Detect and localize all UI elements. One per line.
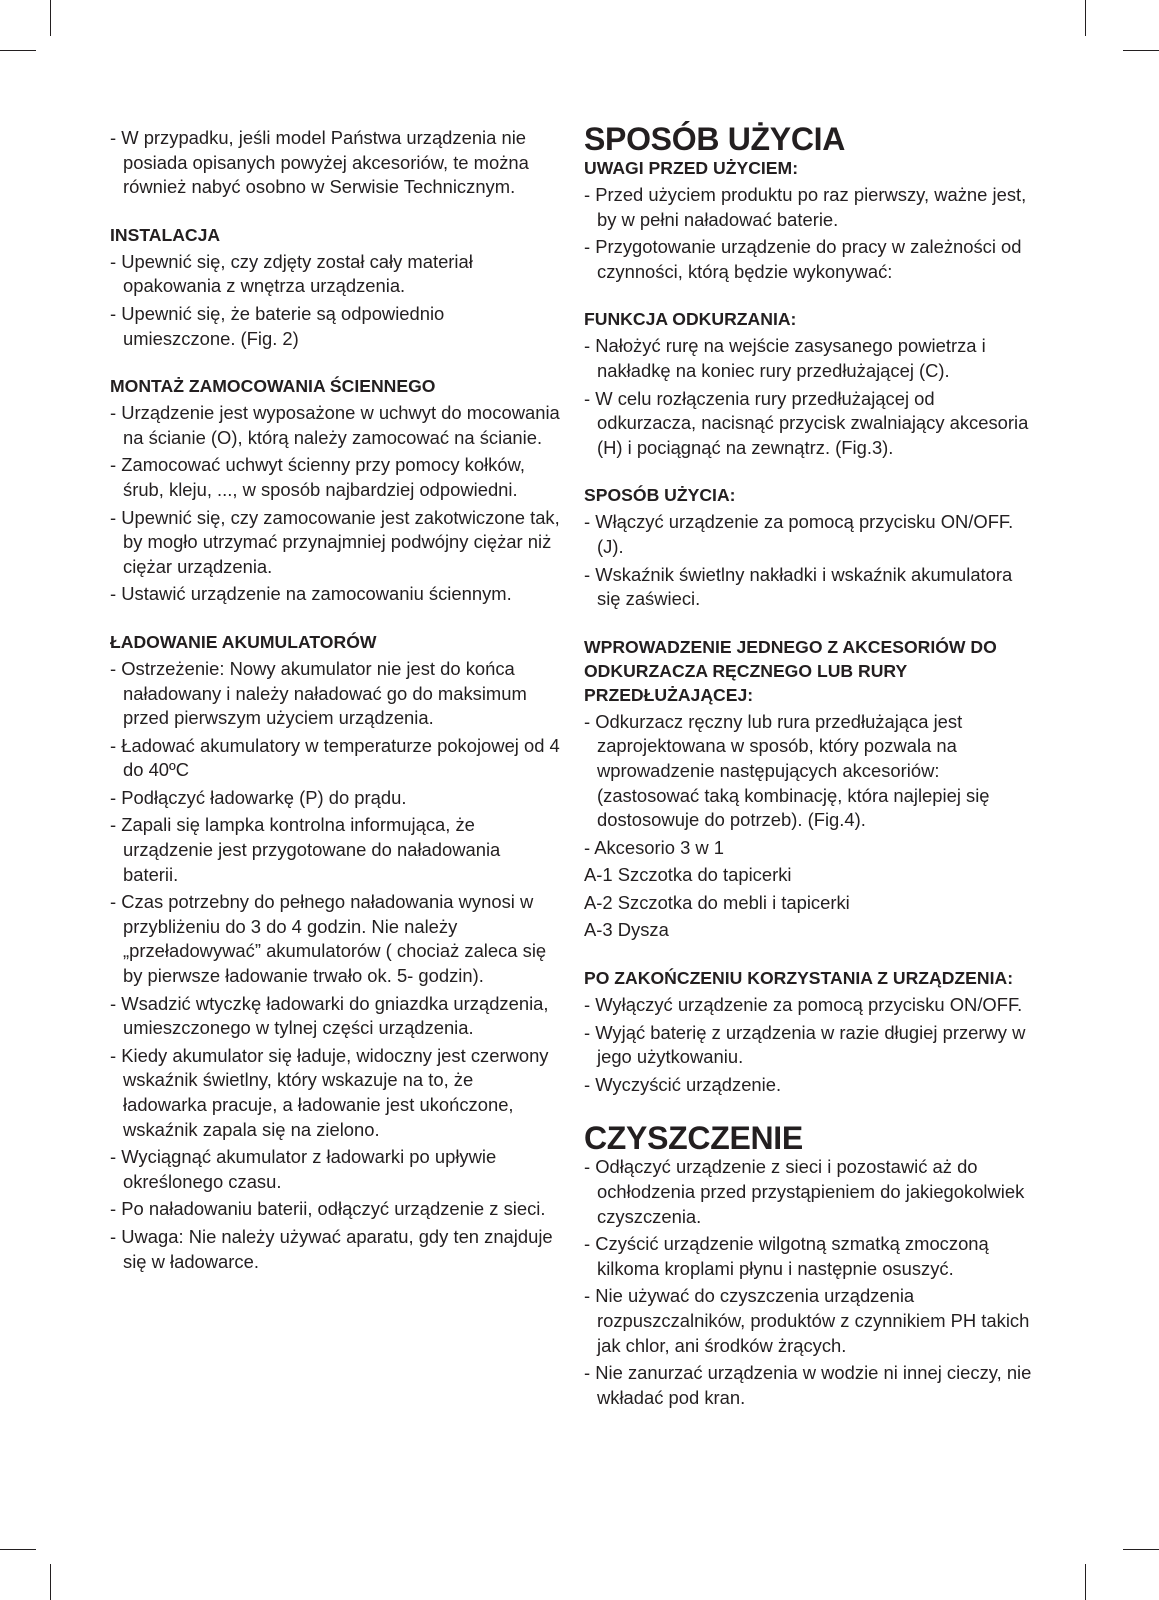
right-column bbox=[584, 122, 1034, 1413]
list-item: - Odłączyć urządzenie z sieci i pozostawić aż do ochłodzenia przed przystąpieniem do jakiegokolwiek czyszczenia. bbox=[584, 1156, 1025, 1227]
crop-mark bbox=[0, 1549, 36, 1550]
section-heading: MONTAŻ ZAMOCOWANIA ŚCIENNEGO bbox=[110, 376, 436, 397]
crop-mark bbox=[50, 0, 51, 36]
accessory-line: A-1 Szczotka do tapicerki bbox=[584, 864, 792, 886]
list-item: - Zapali się lampka kontrolna informująca, że urządzenie jest przygotowane do naładowania baterii. bbox=[110, 814, 501, 885]
crop-mark bbox=[50, 1564, 51, 1600]
list-item: - Upewnić się, czy zamocowanie jest zakotwiczone tak, by mogło utrzymać przynajmniej podwójny ciężar niż ciężar urządzenia. bbox=[110, 506, 560, 577]
list-item: - Uwaga: Nie należy używać aparatu, gdy ten znajduje się w ładowarce. bbox=[110, 1225, 553, 1272]
section-heading: PO ZAKOŃCZENIU KORZYSTANIA Z URZĄDZENIA: bbox=[584, 968, 1014, 989]
intro-paragraph: - W przypadku, jeśli model Państwa urządzenia nie posiada opisanych powyżej akcesoriów, te można również nabyć osobno w Serwisie Technicznym. bbox=[110, 127, 529, 198]
section-heading: INSTALACJA bbox=[110, 224, 221, 245]
crop-mark bbox=[0, 50, 36, 51]
section-heading: ŁADOWANIE AKUMULATORÓW bbox=[110, 631, 377, 652]
section-heading: FUNKCJA ODKURZANIA: bbox=[584, 309, 797, 330]
accessory-line: A-2 Szczotka do mebli i tapicerki bbox=[584, 891, 850, 913]
list-item: - Upewnić się, że baterie są odpowiednio umieszczone. (Fig. 2) bbox=[110, 302, 445, 349]
list-item: - Wyjąć baterię z urządzenia w razie długiej przerwy w jego użytkowaniu. bbox=[584, 1021, 1026, 1068]
list-item: - Ładować akumulatory w temperaturze pokojowej od 4 do 40ºC bbox=[110, 734, 560, 781]
list-item: - Przed użyciem produktu po raz pierwszy, ważne jest, by w pełni naładować baterie. bbox=[584, 184, 1027, 230]
list-item: - Przygotowanie urządzenie do pracy w zależności od czynności, którą będzie wykonywać: bbox=[584, 236, 1022, 282]
list-item: - Ostrzeżenie: Nowy akumulator nie jest do końca naładowany i należy naładować go do maksimum przed pierwszym użyciem urządzenia. bbox=[110, 657, 527, 729]
list-item: - Wyczyścić urządzenie. bbox=[584, 1073, 782, 1095]
list-item: - W celu rozłączenia rury przedłużającej od odkurzacza, nacisnąć przycisk zwalniający akcesoria (H) i pociągnąć na zewnątrz. (Fig.3). bbox=[584, 387, 1029, 458]
list-item: - Po naładowaniu baterii, odłączyć urządzenie z sieci. bbox=[110, 1198, 546, 1220]
list-item: - Upewnić się, czy zdjęty został cały materiał opakowania z wnętrza urządzenia. bbox=[110, 250, 473, 297]
list-item: - Wyciągnąć akumulator z ładowarki po upływie określonego czasu. bbox=[110, 1146, 497, 1192]
accessory-line: A-3 Dysza bbox=[584, 919, 669, 941]
crop-mark bbox=[1123, 1549, 1159, 1550]
list-item: - Włączyć urządzenie za pomocą przycisku ON/OFF. (J). bbox=[584, 511, 1014, 557]
list-item: - Akcesorio 3 w 1 bbox=[584, 836, 725, 858]
list-item: - Wyłączyć urządzenie za pomocą przycisku ON/OFF. bbox=[584, 994, 1023, 1016]
cleaning-title: CZYSZCZENIE bbox=[584, 1120, 803, 1157]
list-item: - Kiedy akumulator się ładuje, widoczny jest czerwony wskaźnik świetlny, który wskazuje na to, że ładowarka pracuje, a ładowanie jest ukończone, wskaźnik zapala się na zielono. bbox=[110, 1044, 549, 1140]
list-item: - Odkurzacz ręczny lub rura przedłużająca jest zaprojektowana w sposób, który pozwala na wprowadzenie następujących akcesoriów: (zastosować taką kombinację, która najlepiej się dostosowuje do potrzeb). (Fig.4). bbox=[584, 710, 990, 831]
list-item: - Czyścić urządzenie wilgotną szmatką zmoczoną kilkoma kroplami płynu i następnie osuszyć. bbox=[584, 1233, 989, 1279]
list-item: - Nie używać do czyszczenia urządzenia rozpuszczalników, produktów z czynnikiem PH takich jak chlor, ani środków żrących. bbox=[584, 1285, 1030, 1356]
list-item: - Czas potrzebny do pełnego naładowania wynosi w przybliżeniu do 3 do 4 godzin. Nie należy „przeładowywać” akumulatorów ( chociaż zaleca się by pierwsze ładowanie trwało ok. 5- godzin). bbox=[110, 891, 547, 987]
section-heading: SPOSÓB UŻYCIA: bbox=[584, 485, 736, 506]
section-heading: UWAGI PRZED UŻYCIEM: bbox=[584, 158, 799, 178]
list-item: - Nie zanurzać urządzenia w wodzie ni innej cieczy, nie wkładać pod kran. bbox=[584, 1362, 1032, 1408]
crop-mark bbox=[1085, 1564, 1086, 1600]
list-item: - Podłączyć ładowarkę (P) do prądu. bbox=[110, 786, 407, 808]
list-item: - Urządzenie jest wyposażone w uchwyt do mocowania na ścianie (O), którą należy zamocować na ścianie. bbox=[110, 402, 560, 448]
section-heading: WPROWADZENIE JEDNEGO Z AKCESORIÓW DO ODKURZACZA RĘCZNEGO LUB RURY PRZEDŁUŻAJĄCEJ: bbox=[584, 636, 997, 705]
list-item: - Zamocować uchwyt ścienny przy pomocy kołków, śrub, kleju, ..., w sposób najbardziej odpowiedni. bbox=[110, 454, 525, 500]
usage-title: SPOSÓB UŻYCIA bbox=[584, 121, 846, 157]
list-item: - Ustawić urządzenie na zamocowaniu ściennym. bbox=[110, 583, 512, 605]
crop-mark bbox=[1123, 50, 1159, 51]
crop-mark bbox=[1085, 0, 1086, 36]
list-item: - Nałożyć rurę na wejście zasysanego powietrza i nakładkę na koniec rury przedłużającej (C). bbox=[584, 335, 986, 381]
list-item: - Wsadzić wtyczkę ładowarki do gniazdka urządzenia, umieszczonego w tylnej części urządzenia. bbox=[110, 992, 549, 1039]
list-item: - Wskaźnik świetlny nakładki i wskaźnik akumulatora się zaświeci. bbox=[584, 563, 1013, 610]
left-column bbox=[110, 126, 560, 1277]
